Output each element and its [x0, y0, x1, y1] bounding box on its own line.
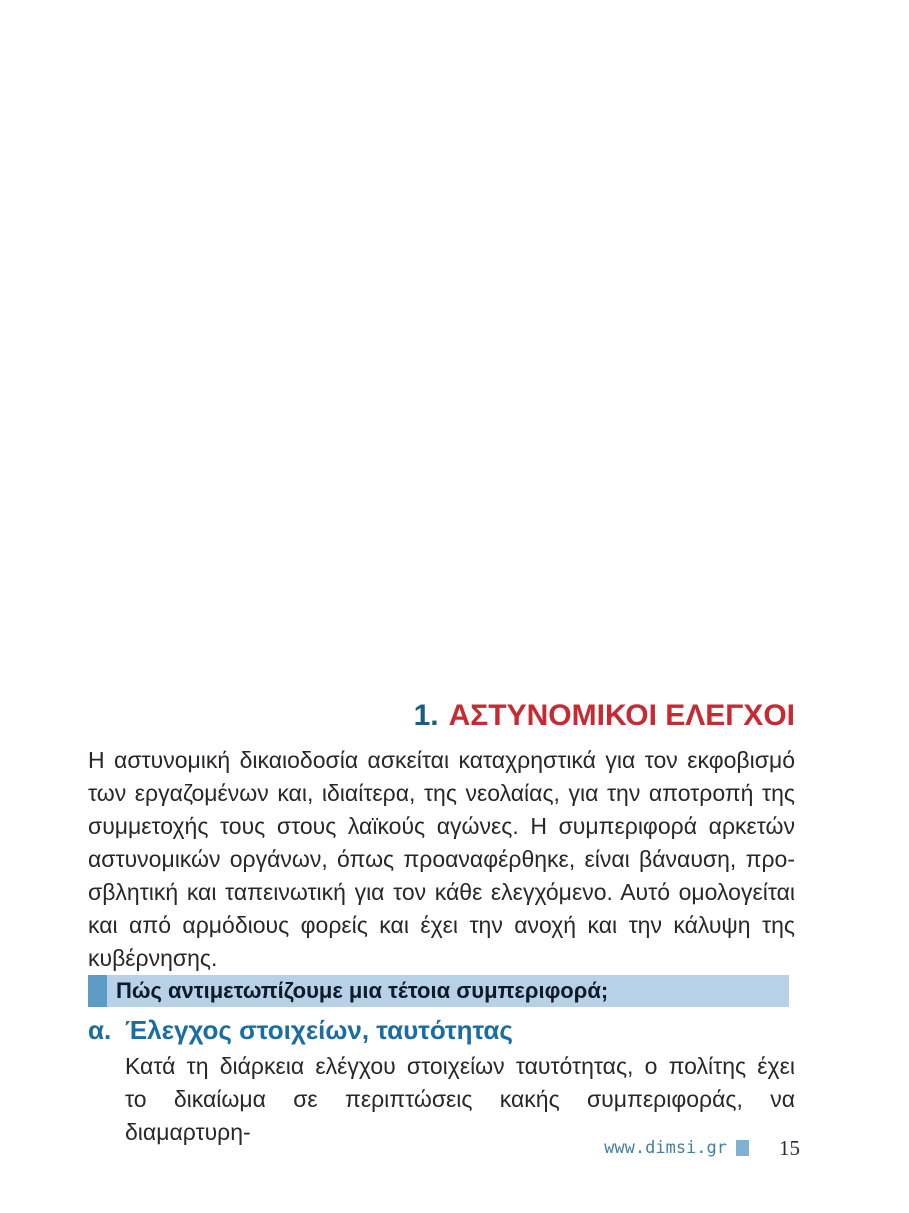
paragraph-line: σβλητική και ταπεινωτική για τον κάθε ελεγχόμενο. Αυτό ομολογείται: [88, 879, 795, 905]
page-number: 15: [779, 1135, 800, 1160]
page-footer: [88, 1136, 800, 1160]
subsection-prefix: α.: [88, 1015, 112, 1045]
paragraph-line: κυβέρνησης.: [88, 945, 218, 971]
paragraph-line: των εργαζομένων και, ιδιαίτερα, της νεολαίας, για την αποτροπή της: [88, 780, 795, 806]
body-paragraph-indented: [125, 1050, 795, 1149]
body-paragraph: [88, 744, 795, 975]
paragraph-line: Η αστυνομική δικαιοδοσία ασκείται καταχρηστικά για τον εκφοβισμό: [88, 747, 795, 773]
subsection-title: Έλεγχος στοιχείων, ταυτότητας: [125, 1015, 513, 1045]
section-heading: [88, 696, 795, 736]
subsection-heading: [88, 1013, 513, 1047]
question-bar: [88, 975, 789, 1007]
bar-marker-icon: [88, 975, 107, 1007]
section-number: 1.: [413, 699, 439, 732]
paragraph-line: αστυνομικών οργάνων, όπως προαναφέρθηκε, είναι βάναυση, προ-: [88, 846, 795, 872]
section-title: ΑΣΤΥΝΟΜΙΚΟΙ ΕΛΕΓΧΟΙ: [448, 699, 795, 732]
website-link[interactable]: www.dimsi.gr: [604, 1138, 727, 1158]
question-bar-text: Πώς αντιμετωπίζουμε μια τέτοια συμπεριφορά;: [116, 978, 609, 1003]
paragraph-line: συμμετοχής τους στους λαϊκούς αγώνες. Η συμπεριφορά αρκετών: [88, 813, 795, 839]
footer-marker-icon: [736, 1140, 749, 1156]
paragraph-line: το δικαίωμα σε περιπτώσεις κακής συμπεριφοράς, να διαμαρτυρη-: [125, 1086, 795, 1145]
paragraph-line: και από αρμόδιους φορείς και έχει την ανοχή και την κάλυψη της: [88, 912, 795, 938]
paragraph-line: Κατά τη διάρκεια ελέγχου στοιχείων ταυτότητας, ο πολίτης έχει: [125, 1053, 795, 1079]
